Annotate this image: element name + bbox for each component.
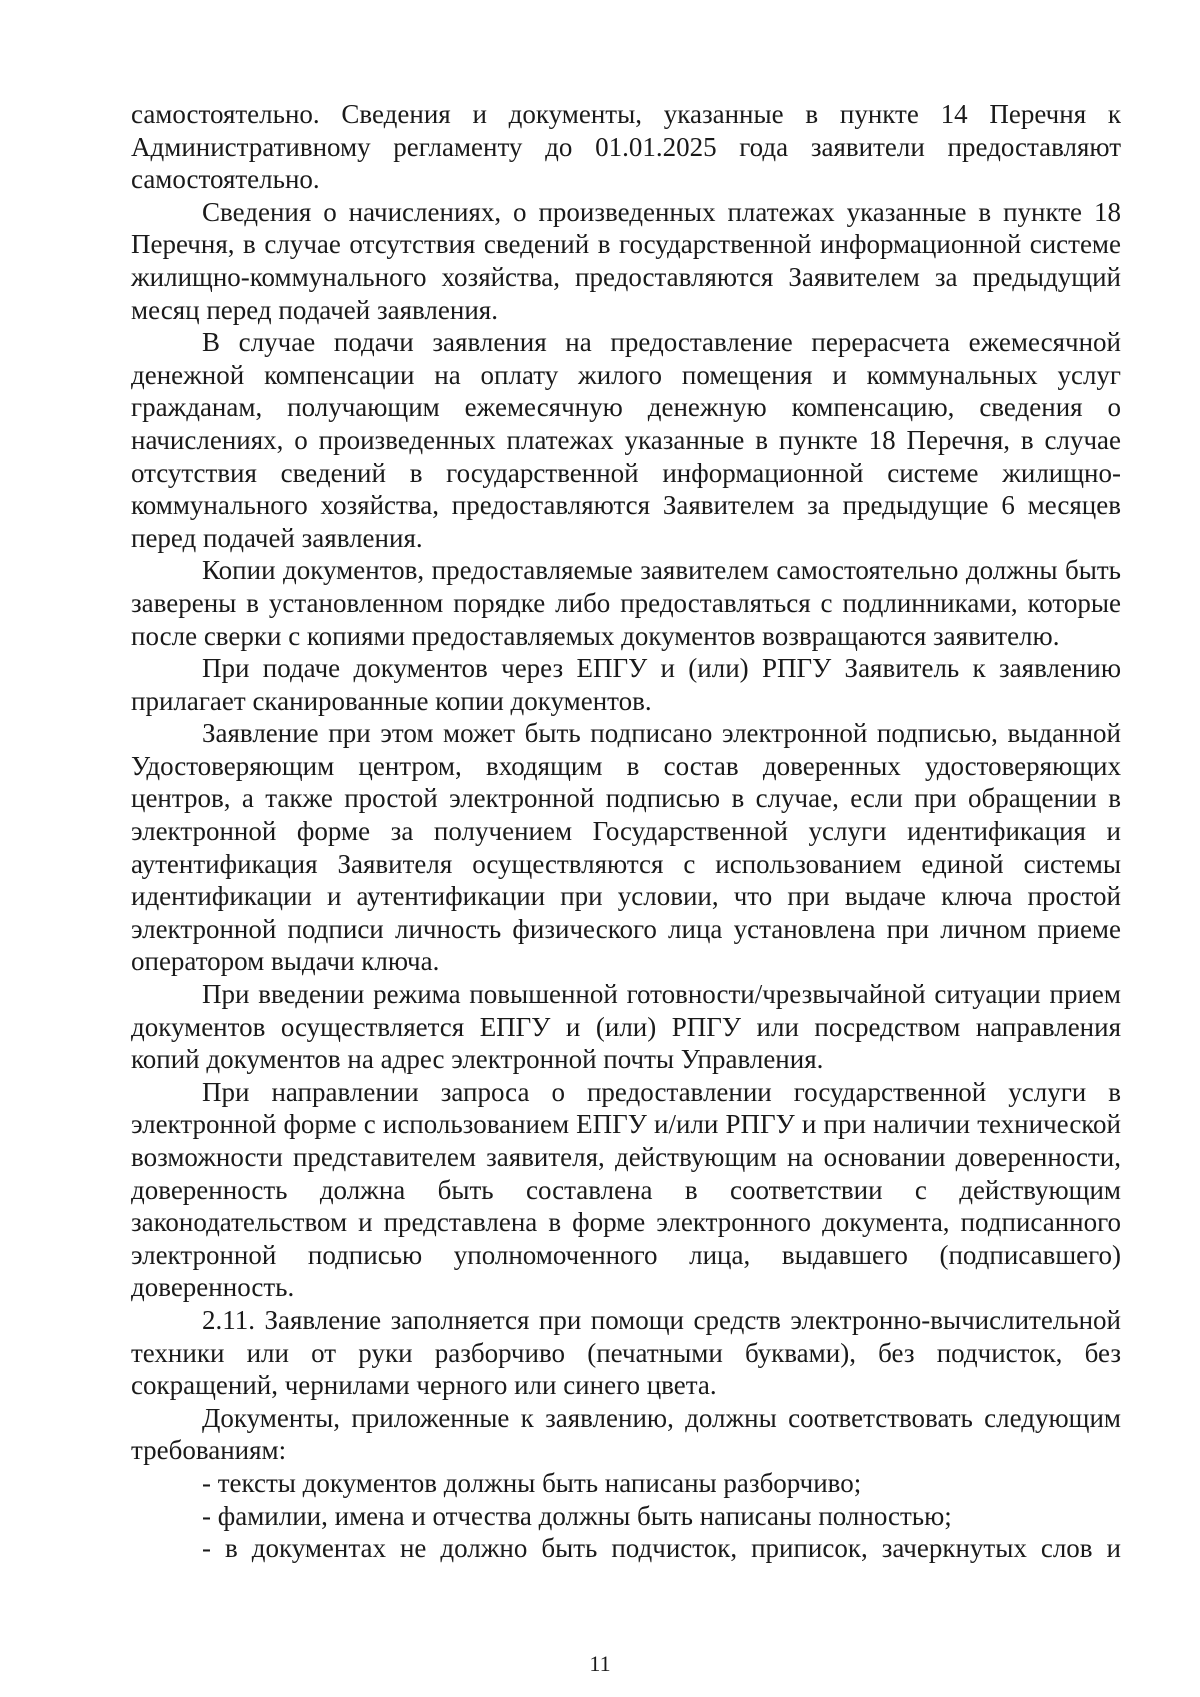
paragraph-electronic-signature: Заявление при этом может быть подписано электронной подписью, выданной Удостоверяющим центром, входящим в состав доверенных удостоверяющих центров, а также простой электронной подписью в случае, если при обращении в электронной форме за получением Государственной услуги идентификация и аутентификация Заявителя осуществляются с использованием единой системы идентификации и аутентификации при условии, что при выдаче ключа простой электронной подписи личность физического лица установлена при личном приеме оператором выдачи ключа. <box>131 718 1121 977</box>
paragraph-requirements-intro: Документы, приложенные к заявлению, должны соответствовать следующим требованиям: <box>131 1402 1121 1466</box>
paragraph-continuation: самостоятельно. Сведения и документы, указанные в пункте 14 Перечня к Административному регламенту до 01.01.2025 года заявители предоставляют самостоятельно. <box>131 99 1121 195</box>
page-number: 11 <box>589 1651 611 1676</box>
list-item: - тексты документов должны быть написаны разборчиво; <box>202 1467 862 1498</box>
paragraph-accruals: Сведения о начислениях, о произведенных платежах указанные в пункте 18 Перечня, в случае отсутствия сведений в государственной информационной системе жилищно-коммунального хозяйства, предоставляются Заявителем за предыдущий месяц перед подачей заявления. <box>131 196 1121 325</box>
paragraph-recalculation: В случае подачи заявления на предоставление перерасчета ежемесячной денежной компенсации на оплату жилого помещения и коммунальных услуг гражданам, получающим ежемесячную денежную компенсацию, сведения о начислениях, о произведенных платежах указанные в пункте 18 Перечня, в случае отсутствия сведений в государственной информационной системе жилищно-коммунального хозяйства, предоставляются Заявителем за предыдущие 6 месяцев перед подачей заявления. <box>131 327 1121 553</box>
paragraph-epgu-submission: При подаче документов через ЕПГУ и (или) РПГУ Заявитель к заявлению прилагает сканированные копии документов. <box>131 653 1121 716</box>
paragraph-emergency-mode: При введении режима повышенной готовности/чрезвычайной ситуации прием документов осуществляется ЕПГУ и (или) РПГУ или посредством направления копий документов на адрес электронной почты Управления. <box>131 979 1121 1075</box>
paragraph-copies: Копии документов, предоставляемые заявителем самостоятельно должны быть заверены в установленном порядке либо предоставляться с подлинниками, которые после сверки с копиями предоставляемых документов возвращаются заявителю. <box>131 555 1121 651</box>
list-item: - фамилии, имена и отчества должны быть написаны полностью; <box>202 1500 952 1531</box>
list-item: - в документах не должно быть подчисток, приписок, зачеркнутых слов и <box>202 1533 1121 1564</box>
paragraph-power-of-attorney: При направлении запроса о предоставлении государственной услуги в электронной форме с использованием ЕПГУ и/или РПГУ и при наличии технической возможности представителем заявителя, действующим на основании доверенности, доверенность должна быть составлена в соответствии с действующим законодательством и представлена в форме электронного документа, подписанного электронной подписью уполномоченного лица, выдавшего (подписавшего) доверенность. <box>131 1076 1121 1303</box>
paragraph-section-2-11: 2.11. Заявление заполняется при помощи средств электронно-вычислительной техники или от руки разборчиво (печатными буквами), без подчисток, без сокращений, чернилами черного или синего цвета. <box>131 1304 1121 1401</box>
document-body <box>131 98 1121 1565</box>
